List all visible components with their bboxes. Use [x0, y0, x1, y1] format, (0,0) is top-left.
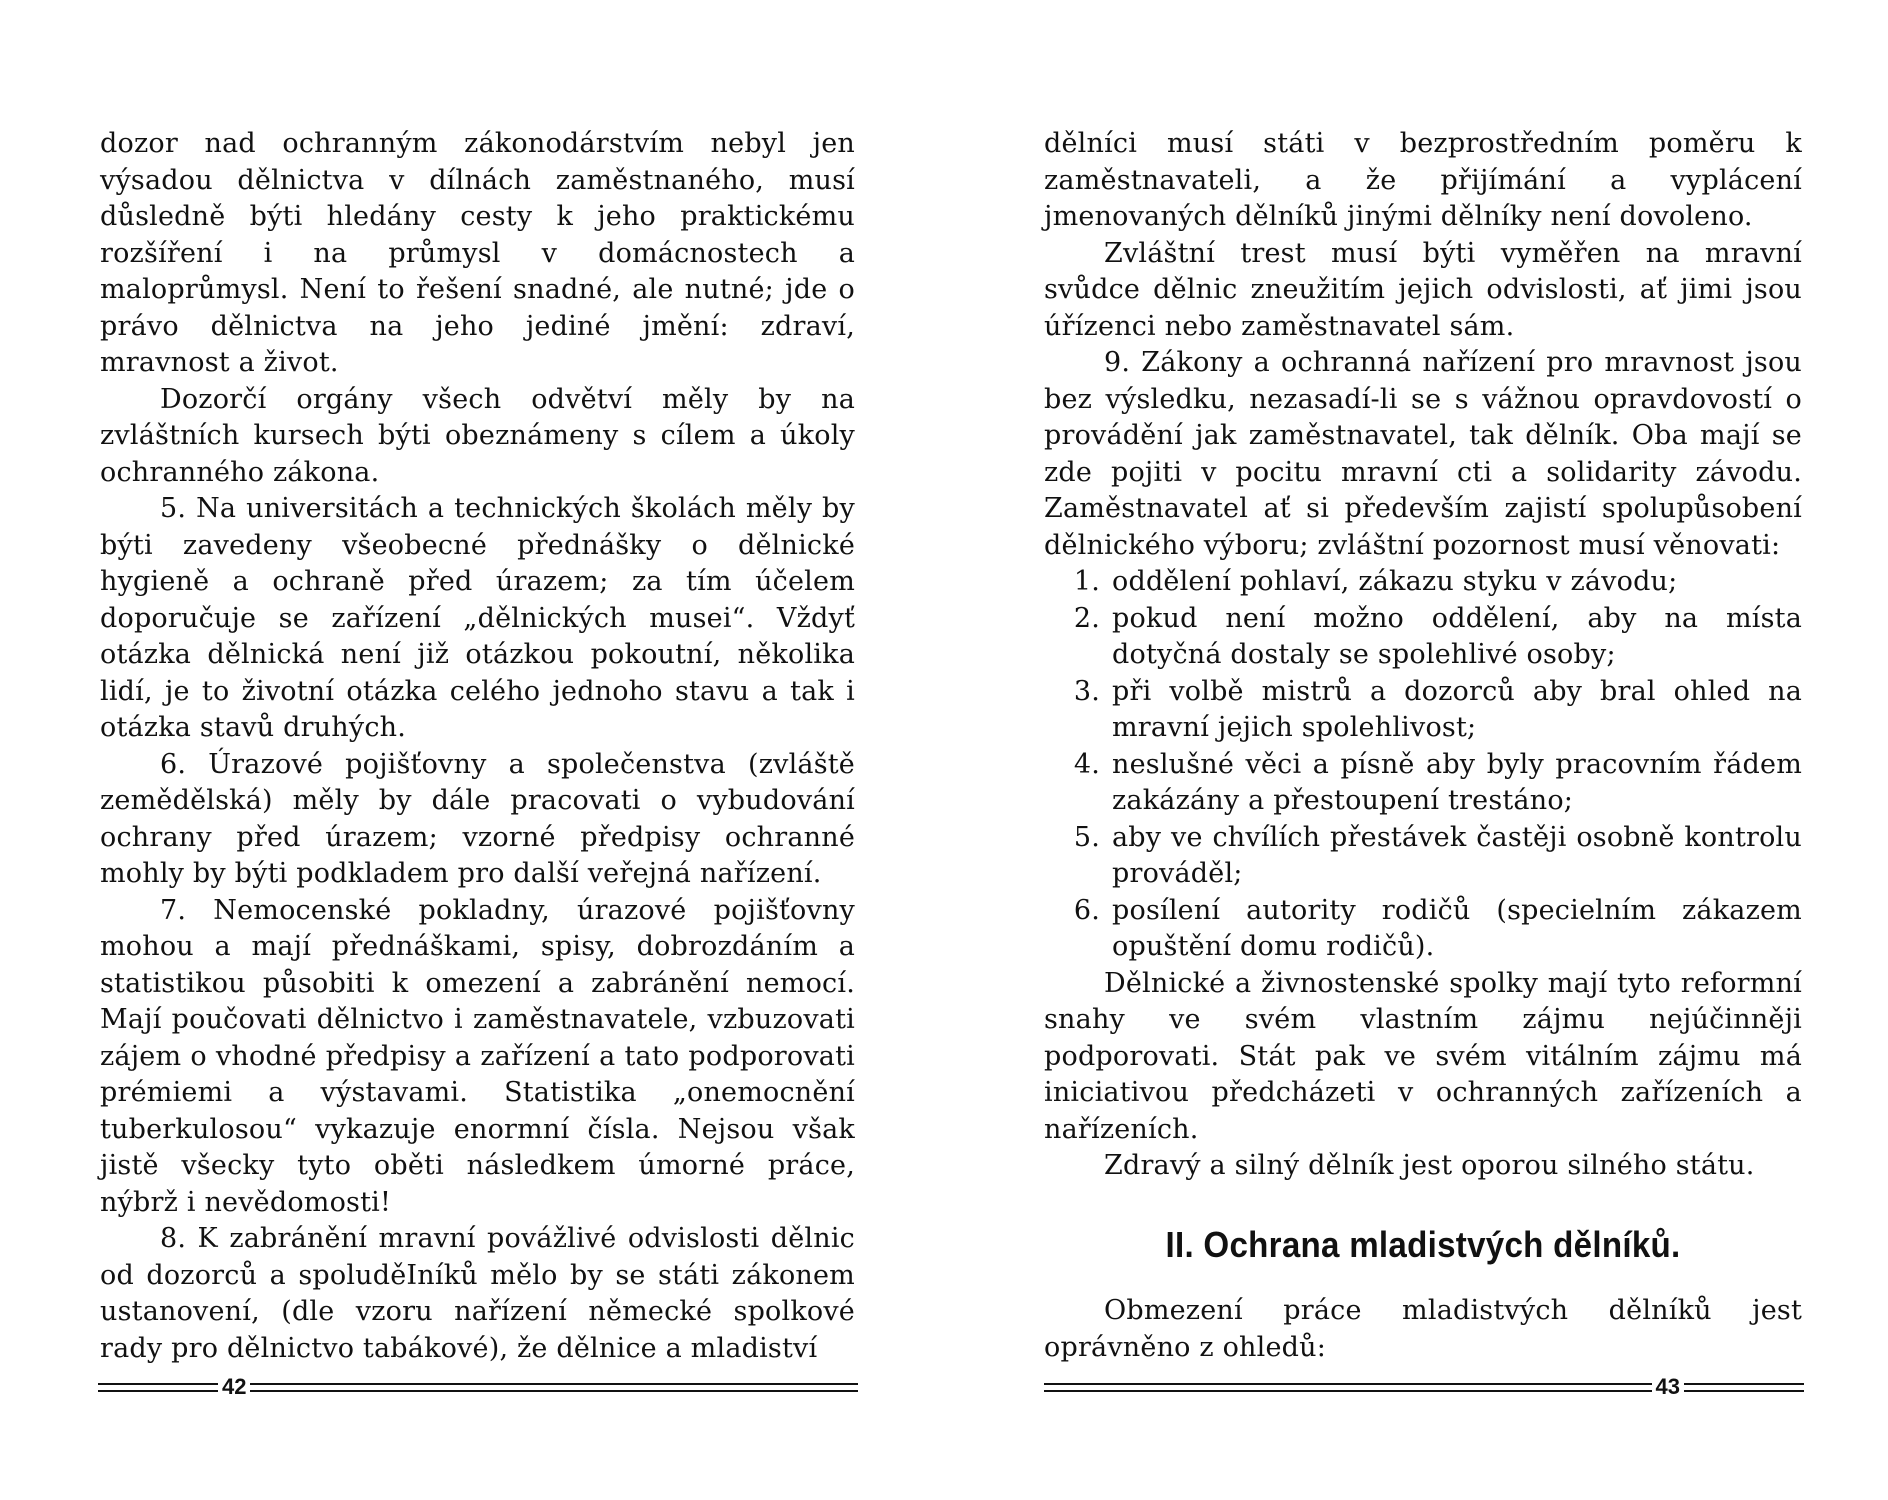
page-number: 42 [222, 1374, 247, 1399]
list-item-number: 5. [1073, 821, 1100, 853]
left-paragraph-3: 5. Na universitách a technických školách měly by býti zavedeny všeobecné přednášky o dělnické hygieně a ochraně před úrazem; za tím účelem doporučuje se zařízení „dělnických musei“. Vždyť otázka dělnická není již otázkou pokoutní, několika lidí, je to životní otázka celého jednoho stavu a tak i otázka stavů druhých. [100, 493, 855, 743]
right-page-footer [1044, 1375, 1804, 1399]
right-paragraph-4: Dělnické a živnostenské spolky mají tyto reformní snahy ve svém vlastním zájmu nejúčinněji podporovati. Stát pak ve svém vitálním zájmu má iniciativou předcházeti v ochranných zařízeních a nařízeních. [1044, 967, 1802, 1145]
list-item [1044, 820, 1802, 893]
right-paragraph-1: dělníci musí státi v bezprostředním poměru k zaměstnavateli, a že přijímání a vyplácení jmenovaných dělníků jinými dělníky není dovoleno. [1044, 128, 1802, 232]
list-item-number: 2. [1073, 602, 1100, 634]
footer-rule [250, 1383, 858, 1392]
left-paragraph-5: 7. Nemocenské pokladny, úrazové pojišťovny mohou a mají přednáškami, spisy, dobrozdáním a statistikou působiti k omezení a zabránění nemocí. Mají poučovati dělnictvo i zaměstnavatele, vzbuzovati zájem o vhodné předpisy a zařízení a tato podporovati prémiemi a výstavami. Statistika „onemocnění tuberkulosou“ vykazuje enormní čísla. Nejsou však jistě všecky tyto oběti následkem úmorné práce, nýbrž i nevědomosti! [100, 894, 855, 1218]
list-item [1044, 747, 1802, 820]
right-paragraph-5: Zdravý a silný dělník jest oporou silného státu. [1104, 1150, 1755, 1181]
list-item-number: 3. [1073, 675, 1100, 707]
list-item-text: pokud není možno oddělení, aby na místa dotyčná dostaly se spolehlivé osoby; [1112, 602, 1802, 670]
footer-rule [98, 1383, 218, 1392]
list-item [1044, 601, 1802, 674]
footer-rule [1684, 1383, 1804, 1392]
left-paragraph-6: 8. K zabránění mravní povážlivé odvislosti dělnic od dozorců a spoluděIníků mělo by se státi zákonem ustanovení, (dle vzoru nařízení německé spolkové rady pro dělnictvo tabákové), že dělnice a mladiství [100, 1223, 855, 1364]
list-item [1044, 893, 1802, 966]
right-paragraph-3: 9. Zákony a ochranná nařízení pro mravnost jsou bez výsledku, nezasadí-li se s vážnou opravdovostí o provádění jak zaměstnavatel, tak dělník. Oba mají se zde pojiti v pocitu mravní cti a solidarity závodu. Zaměstnavatel ať si především zajistí spolupůsobení dělnického výboru; zvláštní pozornost musí věnovati: [1044, 347, 1802, 561]
left-paragraph-4: 6. Úrazové pojišťovny a společenstva (zvláště zemědělská) měly by dále pracovati o vybudování ochrany před úrazem; vzorné předpisy ochranné mohly by býti podkladem pro další veřejná nařízení. [100, 748, 855, 889]
right-page-text [1044, 126, 1802, 1366]
right-page [944, 0, 1888, 1500]
footer-rule [1044, 1383, 1652, 1392]
right-paragraph-6: Obmezení práce mladistvých dělníků jest oprávněno z ohledů: [1044, 1295, 1802, 1363]
left-page-text [100, 126, 855, 1367]
right-paragraph-2: Zvláštní trest musí býti vyměřen na mravní svůdce dělnic zneužitím jejich odvislosti, ať jimi jsou úřízenci nebo zaměstnavatel sám. [1044, 237, 1802, 342]
left-page-footer [98, 1375, 858, 1399]
list-item-number: 4. [1073, 748, 1100, 780]
list-item-text: neslušné věci a písně aby byly pracovním řádem zakázány a přestoupení trestáno; [1112, 748, 1802, 816]
list-item [1044, 674, 1802, 747]
list-item-text: při volbě mistrů a dozorců aby bral ohled na mravní jejich spolehlivost; [1112, 675, 1802, 743]
list-item-text: posílení autority rodičů (specielním zákazem opuštění domu rodičů). [1112, 894, 1802, 962]
left-paragraph-2: Dozorčí orgány všech odvětví měly by na zvláštních kursech býti obeznámeny s cílem a úkoly ochranného zákona. [100, 383, 855, 488]
list-item-text: aby ve chvílích přestávek častěji osobně kontrolu prováděl; [1112, 821, 1802, 889]
numbered-list [1044, 564, 1802, 966]
page-number: 43 [1655, 1374, 1680, 1399]
section-heading: II. Ochrana mladistvých dělníků. [1165, 1223, 1681, 1265]
list-item [1044, 564, 1802, 601]
left-paragraph-1: dozor nad ochranným zákonodárstvím nebyl jen výsadou dělnictva v dílnách zaměstnaného, musí důsledně býti hledány cesty k jeho praktickému rozšíření i na průmysl v domácnostech a maloprůmysl. Není to řešení snadné, ale nutné; jde o právo dělnictva na jeho jediné jmění: zdraví, mravnost a život. [100, 128, 855, 378]
list-item-text: oddělení pohlaví, zákazu styku v závodu; [1112, 566, 1678, 597]
list-item-number: 6. [1073, 894, 1100, 926]
list-item-number: 1. [1073, 566, 1100, 597]
